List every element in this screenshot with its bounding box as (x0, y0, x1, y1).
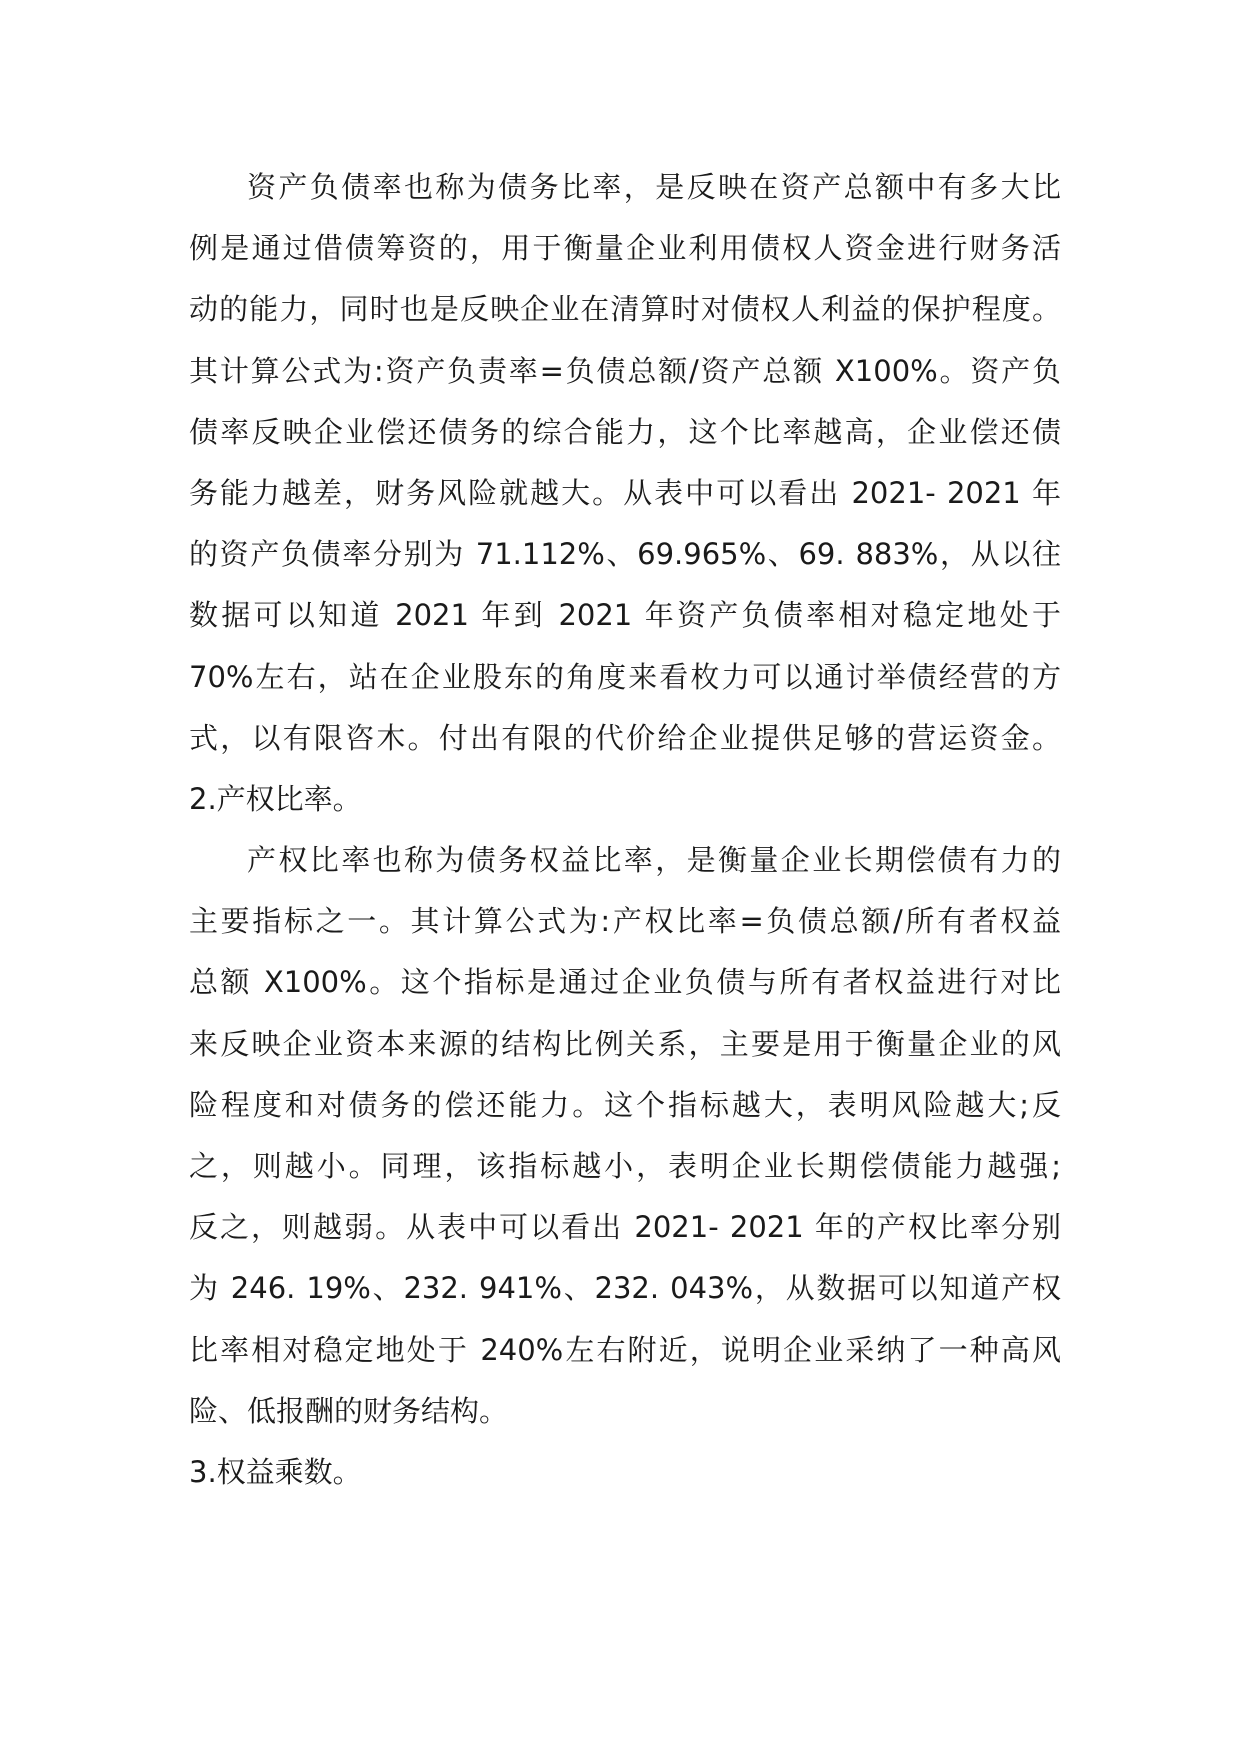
text-line: 资产负债率也称为债务比率，是反映在资产总额中有多大比 (247, 170, 1061, 204)
text-line: 债率反映企业偿还债务的综合能力，这个比率越高，企业偿还债 (189, 414, 1061, 449)
body-text (189, 157, 1061, 1503)
text-line: 产权比率也称为债务权益比率，是衡量企业长期偿债有力的 (247, 843, 1061, 878)
text-line: 险程度和对债务的偿还能力。这个指标越大，表明风险越大;反 (189, 1087, 1061, 1122)
paragraph-debt-ratio (189, 157, 1061, 769)
text-line: 来反映企业资本来源的结构比例关系，主要是用于衡量企业的风 (189, 1026, 1061, 1061)
text-line: 70%左右，站在企业股东的角度来看枚力可以通讨举债经营的方 (189, 659, 1061, 694)
text-line: 的资产负债率分别为 71.112%、69.965%、69. 883%，从以往 (189, 537, 1061, 572)
text-line: 数据可以知道 2021 年到 2021 年资产负债率相对稳定地处于 (189, 598, 1061, 633)
text-line: 为 246. 19%、232. 941%、232. 043%，从数据可以知道产权 (189, 1271, 1061, 1306)
text-line: 险、低报酬的财务结构。 (189, 1393, 509, 1428)
text-line: 式，以有限咨木。付出有限的代价给企业提供足够的营运资金。 (189, 720, 1061, 755)
text-line: 之，则越小。同理，该指标越小，表明企业长期偿债能力越强; (189, 1149, 1061, 1183)
text-line: 务能力越差，财务风险就越大。从表中可以看出 2021- 2021 年 (189, 475, 1061, 510)
text-line: 反之，则越弱。从表中可以看出 2021- 2021 年的产权比率分别 (189, 1210, 1061, 1245)
text-line: 动的能力，同时也是反映企业在清算时对债权人利益的保护程度。 (189, 292, 1061, 327)
text-line: 比率相对稳定地处于 240%左右附近，说明企业采纳了一种高风 (189, 1332, 1061, 1367)
section-heading-equity-multiplier: 3.权益乘数。 (189, 1454, 362, 1489)
text-line: 例是通过借债筹资的，用于衡量企业利用债权人资金进行财务活 (189, 231, 1061, 266)
text-line: 主要指标之一。其计算公式为:产权比率=负债总额/所有者权益 (189, 904, 1061, 939)
text-line: 其计算公式为:资产负责率=负债总额/资产总额 X100%。资产负 (189, 353, 1061, 388)
paragraph-equity-ratio (189, 830, 1061, 1442)
text-line: 总额 X100%。这个指标是通过企业负债与所有者权益进行对比 (189, 965, 1061, 1000)
section-heading-equity-ratio: 2.产权比率。 (189, 781, 362, 816)
